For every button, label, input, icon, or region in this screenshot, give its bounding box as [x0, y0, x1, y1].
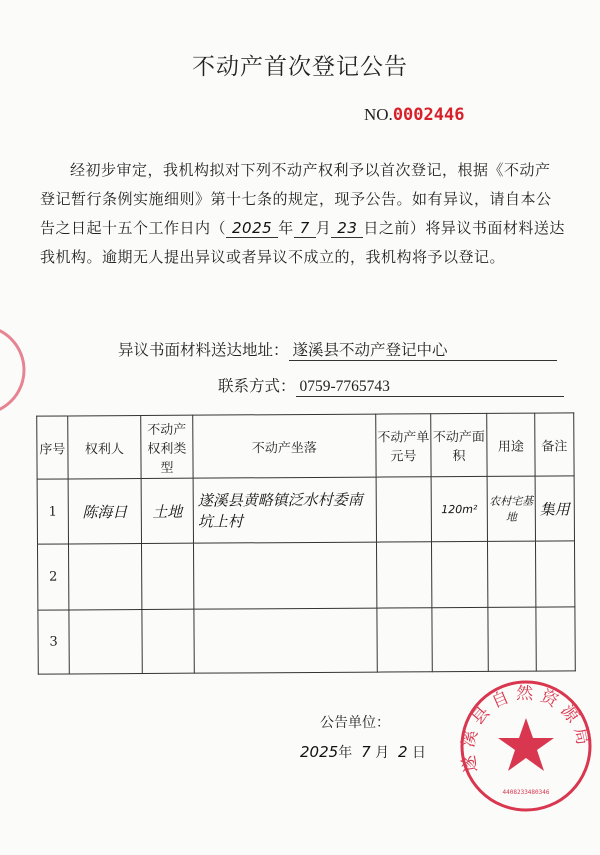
- year-suffix: 年: [278, 219, 294, 237]
- cell-area: [432, 607, 488, 671]
- header-cell: 不动产面 积: [431, 413, 487, 476]
- svg-text:4408233480346: 4408233480346: [502, 789, 550, 796]
- header-cell: 不动产权利类型: [141, 415, 193, 478]
- cell-type: [141, 543, 193, 609]
- table-row: [37, 476, 574, 544]
- cell-no: 3: [38, 610, 69, 674]
- header-cell: 备注: [535, 413, 574, 476]
- year-suffix: 年: [338, 745, 353, 761]
- header-cell: 序号: [37, 416, 68, 479]
- cell-use: [488, 607, 536, 671]
- cell-location: 遂溪县黄略镇泛水村委南坑上村: [193, 477, 376, 543]
- deadline-day: 23: [331, 219, 363, 238]
- address-line: [118, 338, 557, 361]
- contact-line: [218, 374, 564, 397]
- month-suffix: 月: [375, 745, 390, 761]
- cell-no: 2: [37, 544, 68, 610]
- day-suffix: 日: [412, 745, 426, 761]
- issue-month: 7: [361, 743, 371, 761]
- issuer-label: 公告单位：: [320, 715, 390, 731]
- page-title: 不动产首次登记公告: [192, 54, 408, 80]
- cell-holder: 陈海日: [68, 479, 141, 544]
- cell-no: 1: [37, 479, 68, 544]
- registration-table: [36, 412, 576, 674]
- address-label: 异议书面材料送达地址：: [118, 341, 289, 359]
- cell-type: 土地: [141, 478, 193, 543]
- header-cell: 不动产单元号: [376, 414, 431, 477]
- number-label: NO.: [364, 105, 393, 124]
- cell-location: [193, 542, 376, 609]
- cell-area: [431, 541, 487, 607]
- cell-use: [487, 541, 535, 607]
- table-header-row: [37, 413, 574, 479]
- contact-label: 联系方式：: [218, 377, 296, 395]
- cell-unit: [377, 608, 432, 672]
- cell-holder: [69, 610, 142, 674]
- svg-text:遂溪县自然资源局: 遂溪县自然资源局: [458, 683, 594, 774]
- cell-note: [536, 607, 575, 671]
- paragraph-text-2: 日之前）将异议书面材料送达我机构。逾期无人提出异议或者异议不成立的，我机构将予以登记。: [40, 219, 565, 266]
- notice-paragraph: [40, 156, 565, 272]
- cell-holder: [68, 544, 141, 610]
- deadline-year: 2025: [226, 219, 278, 238]
- number-value: 0002446: [392, 105, 465, 125]
- cell-location: [194, 608, 377, 673]
- address-value: 遂溪县不动产登记中心: [289, 338, 557, 361]
- cell-note: [535, 541, 574, 607]
- table-row: [37, 541, 574, 610]
- partial-seal-icon: [0, 320, 40, 420]
- cell-use: 农村宅基地: [487, 476, 535, 541]
- table-row: [38, 607, 575, 674]
- deadline-month: 7: [294, 219, 316, 238]
- cell-unit: [376, 477, 431, 542]
- contact-value: 0759-7765743: [296, 378, 564, 397]
- month-suffix: 月: [315, 219, 332, 237]
- issue-date: [300, 742, 426, 762]
- cell-type: [142, 609, 194, 673]
- official-seal-icon: [456, 676, 596, 816]
- cell-area: 120m²: [431, 476, 487, 541]
- issue-year: 2025: [300, 743, 339, 761]
- header-cell: 不动产坐落: [193, 414, 376, 478]
- header-cell: 用途: [487, 413, 535, 476]
- header-cell: 权利人: [68, 416, 141, 479]
- paragraph-text-1: 经初步审定，我机构拟对下列不动产权利予以首次登记，根据《不动产登记暂行条例实施细则》第十七条的规定，现予公告。如有异议，请自本公告之日起十五个工作日内（: [40, 161, 552, 237]
- issue-day: 2: [398, 743, 408, 761]
- cell-note: 集用: [535, 476, 574, 541]
- notice-number: [364, 105, 464, 125]
- cell-unit: [376, 542, 431, 608]
